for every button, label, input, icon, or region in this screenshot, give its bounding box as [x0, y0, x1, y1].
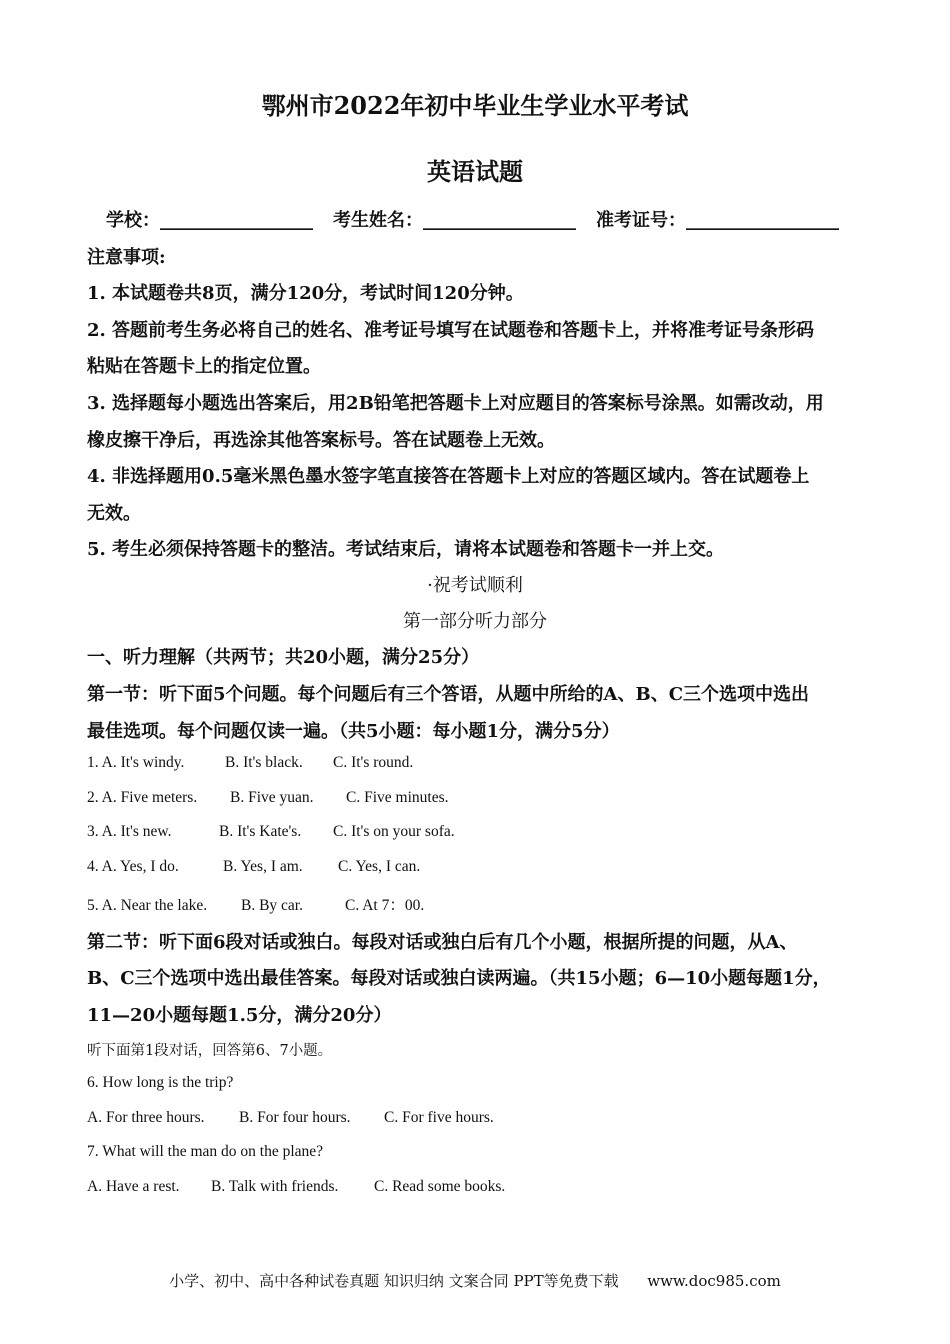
exam-number-field — [596, 206, 839, 232]
exam-subtitle: 英语试题 — [427, 157, 523, 186]
school-field — [106, 206, 313, 232]
dialogue-1-intro: 听下面第1段对话，回答第6、7小题。 — [87, 1043, 333, 1059]
option-a: 1. A. It's windy. — [87, 754, 185, 771]
note-line: 5. 考生必须保持答题卡的整洁。考试结束后，请将本试题卷和答题卡一并上交。 — [87, 539, 725, 560]
note-line: 橡皮擦干净后，再选涂其他答案标号。答在试题卷上无效。 — [87, 430, 555, 451]
option-b: B. By car. — [241, 897, 303, 914]
note-line: 4. 非选择题用0.5毫米黑色墨水签字笔直接答在答题卡上对应的答题区域内。答在试题卷上 — [87, 466, 810, 487]
exam-number-blank: _________________ — [686, 210, 839, 231]
question-7: 7. What will the man do on the plane? — [87, 1143, 324, 1160]
notes-heading: 注意事项: — [87, 247, 166, 268]
note-line: 粘贴在答题卡上的指定位置。 — [87, 356, 321, 377]
section1-instruction: 最佳选项。每个问题仅读一遍。（共5小题：每小题1分，满分5分） — [87, 721, 620, 742]
option-b: B. It's black. — [225, 754, 303, 771]
option-a: A. Have a rest. — [87, 1178, 180, 1195]
name-label: 考生姓名： — [333, 210, 423, 231]
option-b: B. Yes, I am. — [223, 858, 303, 875]
question-7-options — [87, 1178, 505, 1196]
good-luck-line: ·祝考试顺利 — [427, 575, 523, 596]
section2-instruction: 第二节：听下面6段对话或独白。每段对话或独白后有几个小题，根据所提的问题，从A、 — [87, 932, 798, 953]
question-1 — [87, 754, 413, 772]
section2-instruction: B、C三个选项中选出最佳答案。每段对话或独白读两遍。（共15小题；6—10小题每题1分， — [87, 968, 831, 989]
footer — [0, 1270, 950, 1291]
option-c: C. At 7：00. — [345, 897, 425, 914]
exam-number-label: 准考证号： — [596, 210, 686, 231]
question-5 — [87, 893, 424, 915]
option-c: C. It's on your sofa. — [333, 823, 455, 840]
question-6-options — [87, 1109, 494, 1127]
footer-link[interactable]: www.doc985.com — [647, 1272, 781, 1290]
school-label: 学校： — [106, 210, 160, 231]
option-a: 2. A. Five meters. — [87, 789, 198, 806]
listening-heading: 一、听力理解（共两节；共20小题，满分25分） — [87, 647, 480, 668]
question-3 — [87, 823, 455, 841]
section2-instruction: 11—20小题每题1.5分，满分20分） — [87, 1005, 392, 1026]
exam-title: 鄂州市2022年初中毕业生学业水平考试 — [261, 91, 689, 120]
option-c: C. For five hours. — [384, 1109, 494, 1126]
footer-text: 小学、初中、高中各种试卷真题 知识归纳 文案合同 PPT等免费下载 — [169, 1272, 619, 1290]
note-line: 1. 本试题卷共8页，满分120分，考试时间120分钟。 — [87, 283, 524, 304]
name-blank: _________________ — [423, 210, 576, 231]
question-6: 6. How long is the trip? — [87, 1074, 234, 1091]
note-line: 无效。 — [87, 503, 141, 524]
option-a: A. For three hours. — [87, 1109, 205, 1126]
note-line: 3. 选择题每小题选出答案后，用2B铅笔把答题卡上对应题目的答案标号涂黑。如需改动，用 — [87, 393, 824, 414]
option-c: C. It's round. — [333, 754, 414, 771]
option-c: C. Read some books. — [374, 1178, 506, 1195]
option-b: B. For four hours. — [239, 1109, 351, 1126]
option-b: B. It's Kate's. — [219, 823, 302, 840]
question-2 — [87, 789, 448, 807]
part1-title: 第一部分听力部分 — [403, 611, 547, 632]
option-b: B. Five yuan. — [230, 789, 314, 806]
option-c: C. Yes, I can. — [338, 858, 421, 875]
option-c: C. Five minutes. — [346, 789, 449, 806]
option-a: 4. A. Yes, I do. — [87, 858, 179, 875]
option-a: 3. A. It's new. — [87, 823, 172, 840]
school-blank: _________________ — [160, 210, 313, 231]
option-a: 5. A. Near the lake. — [87, 897, 208, 914]
section1-instruction: 第一节：听下面5个问题。每个问题后有三个答语，从题中所给的A、B、C三个选项中选出 — [87, 684, 810, 705]
option-b: B. Talk with friends. — [211, 1178, 339, 1195]
question-4 — [87, 858, 420, 876]
name-field — [333, 206, 576, 232]
note-line: 2. 答题前考生务必将自己的姓名、准考证号填写在试题卷和答题卡上，并将准考证号条形码 — [87, 320, 815, 341]
